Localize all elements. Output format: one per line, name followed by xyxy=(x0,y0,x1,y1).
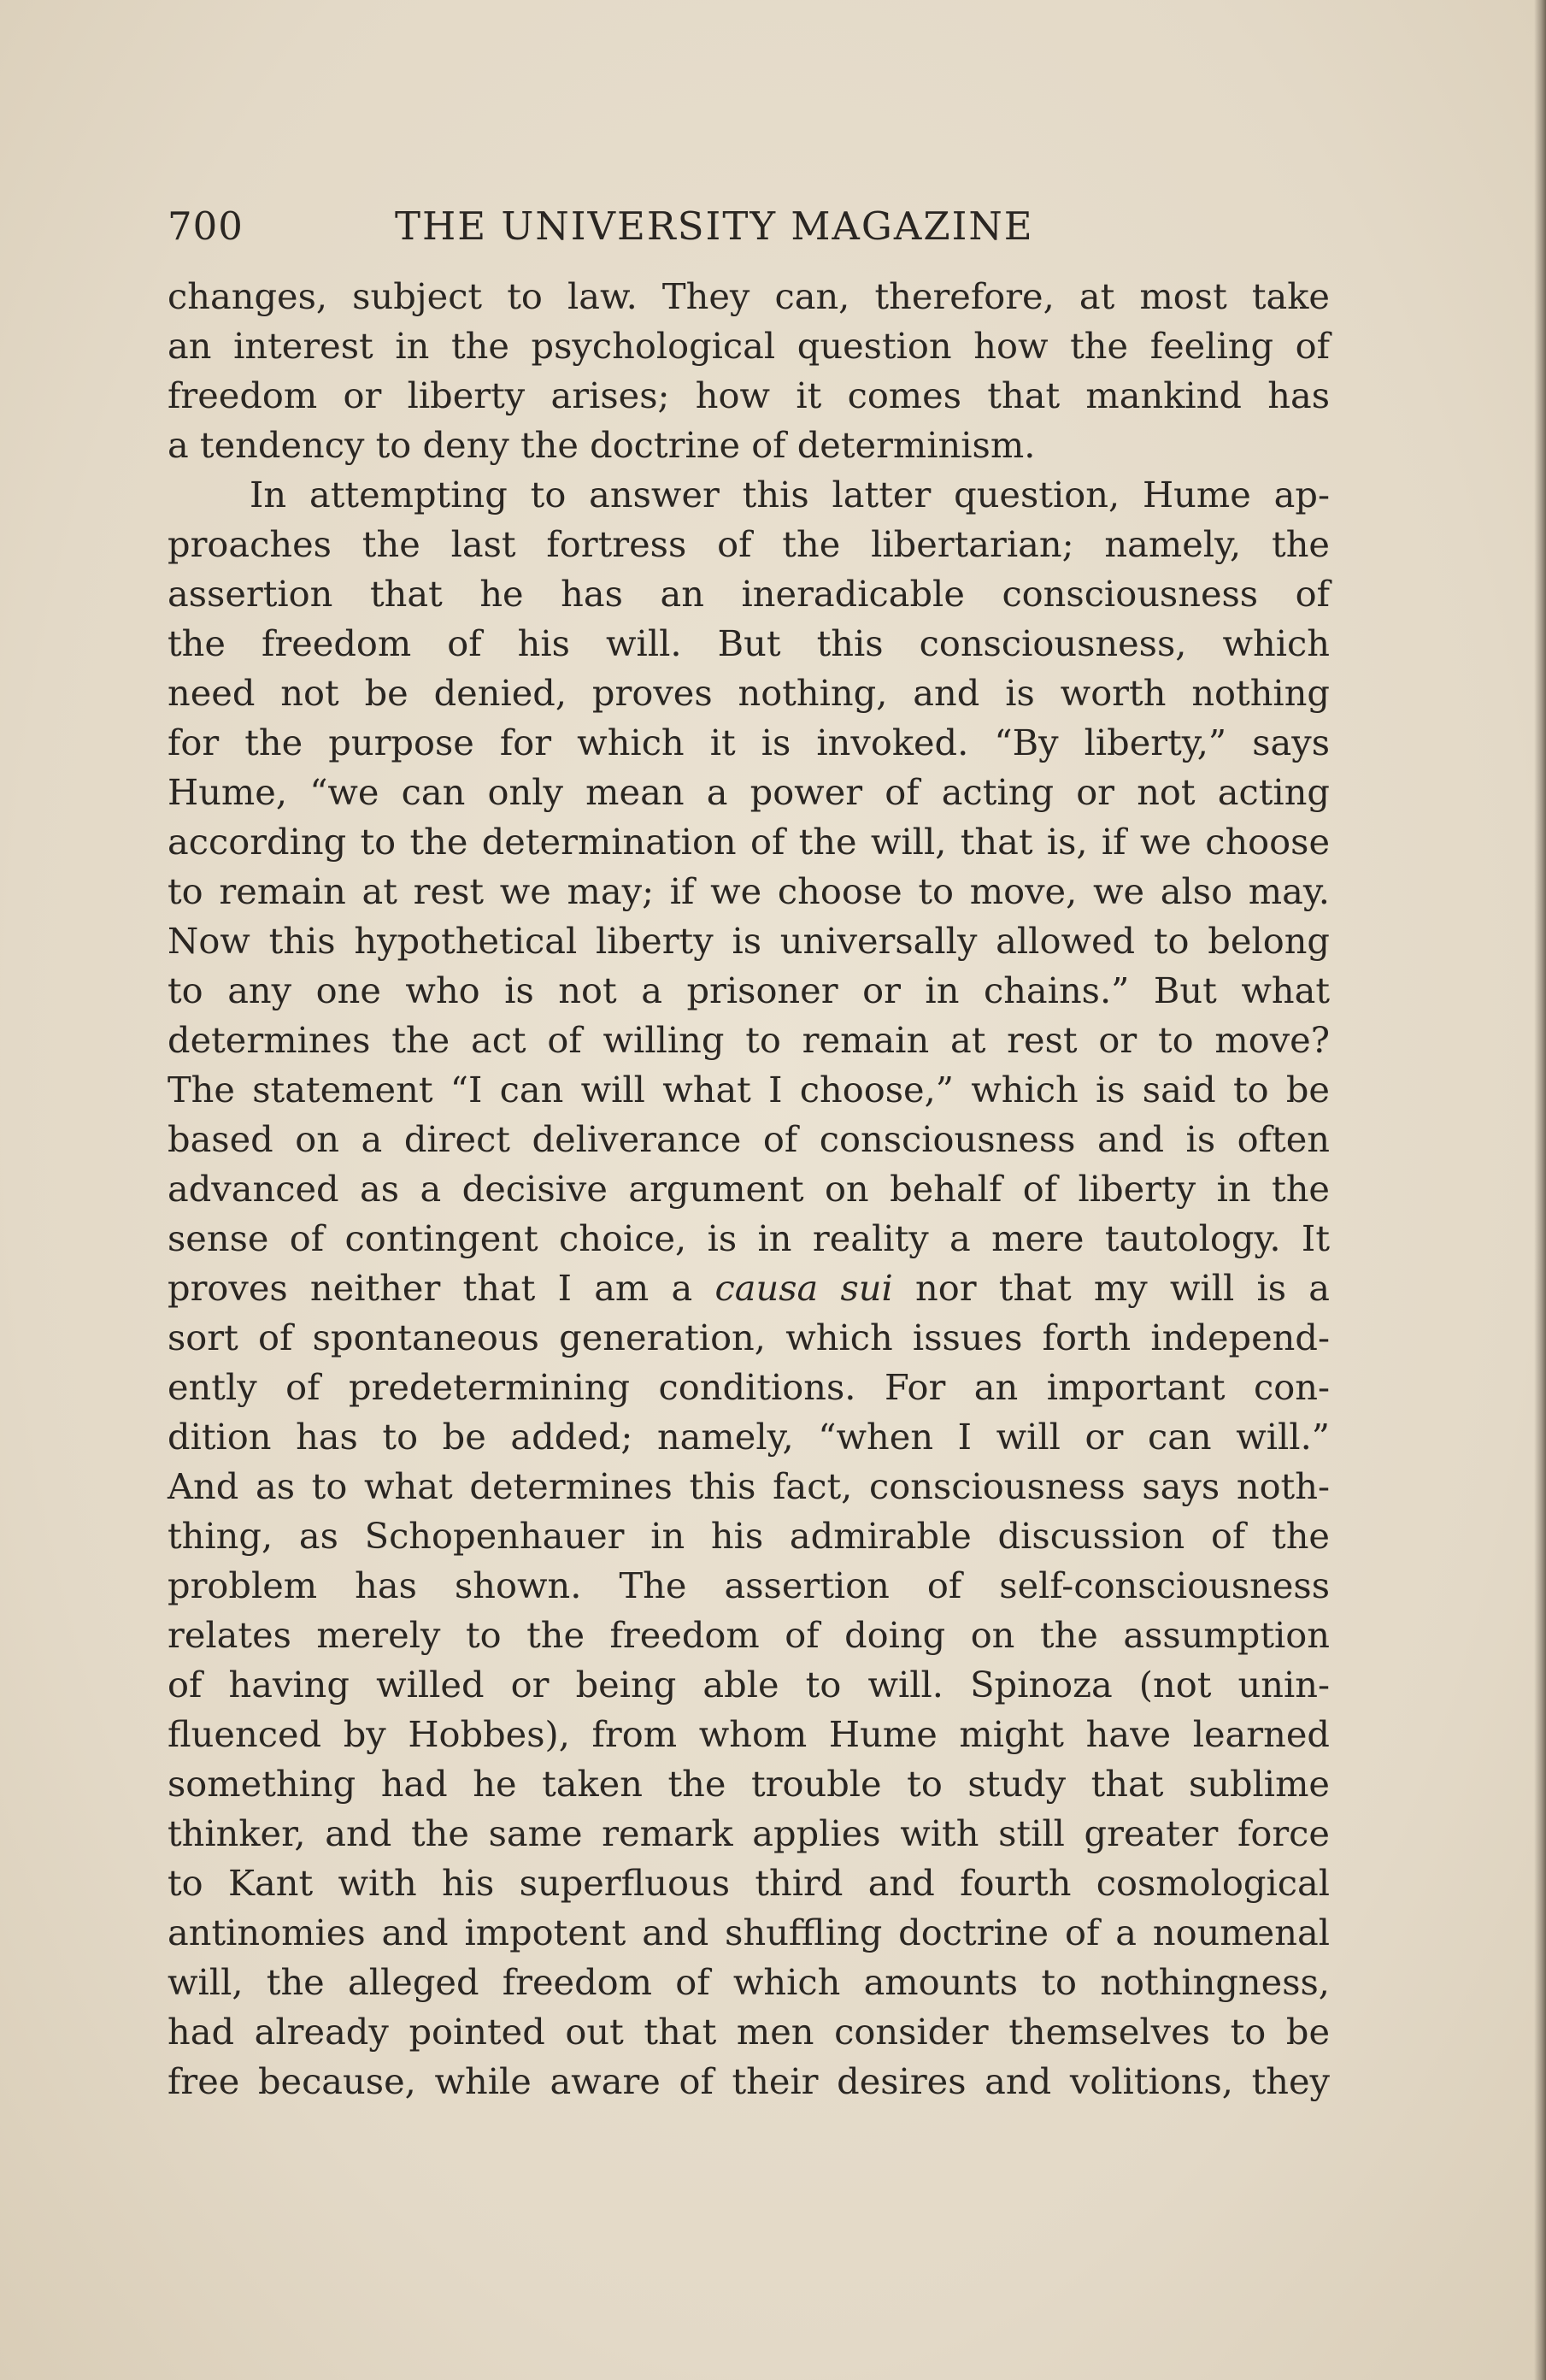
text-line: a tendency to deny the doctrine of determinism. xyxy=(168,424,1036,466)
text-line: problem has shown. The assertion of self-consciousness xyxy=(168,1564,1330,1606)
text-line: In attempting to answer this latter question, Hume ap- xyxy=(250,474,1330,515)
text-line: advanced as a decisive argument on behalf of liberty in the xyxy=(168,1168,1330,1210)
text-line: changes, subject to law. They can, therefore, at most take xyxy=(168,275,1330,317)
text-line: Now this hypothetical liberty is universally allowed to belong xyxy=(168,920,1330,962)
text-line: fluenced by Hobbes), from whom Hume might have learned xyxy=(168,1713,1330,1755)
text-line: to any one who is not a prisoner or in chains.” But what xyxy=(168,969,1330,1011)
running-title: THE UNIVERSITY MAGAZINE xyxy=(395,203,1034,249)
text-line: will, the alleged freedom of which amounts to nothingness, xyxy=(168,1961,1330,2003)
text-line-with-italic xyxy=(168,1264,1330,1313)
italic-phrase: causa sui xyxy=(714,1267,893,1309)
text-line: according to the determination of the will, that is, if we choose xyxy=(168,821,1330,863)
text-line: sense of contingent choice, is in reality a mere tautology. It xyxy=(168,1217,1330,1259)
text-line: assertion that he has an ineradicable consciousness of xyxy=(168,573,1330,615)
text-line: the freedom of his will. But this consciousness, which xyxy=(168,622,1330,664)
text-segment: proves neither that I am a xyxy=(168,1267,715,1309)
text-line: free because, while aware of their desires and volitions, they xyxy=(168,2060,1330,2102)
page-header xyxy=(168,203,1330,272)
text-line: thing, as Schopenhauer in his admirable discussion of the xyxy=(168,1515,1330,1557)
text-segment: nor that my will is a xyxy=(892,1267,1330,1309)
text-line: And as to what determines this fact, consciousness says noth- xyxy=(168,1465,1330,1507)
text-line: had already pointed out that men consider themselves to be xyxy=(168,2011,1330,2053)
book-page xyxy=(168,203,1330,2106)
body-text xyxy=(168,272,1330,2106)
text-line: relates merely to the freedom of doing on the assumption xyxy=(168,1614,1330,1656)
text-line: thinker, and the same remark applies with still greater force xyxy=(168,1812,1330,1854)
text-line: freedom or liberty arises; how it comes that mankind has xyxy=(168,374,1330,416)
page-edge-shadow xyxy=(1534,0,1546,2380)
text-line: ently of predetermining conditions. For an important con- xyxy=(168,1366,1330,1408)
text-line: to remain at rest we may; if we choose to move, we also may. xyxy=(168,870,1330,912)
text-line: for the purpose for which it is invoked. “By liberty,” says xyxy=(168,722,1330,763)
page-number: 700 xyxy=(168,203,244,249)
text-line: Hume, “we can only mean a power of acting or not acting xyxy=(168,771,1330,813)
text-line: antinomies and impotent and shuffling doctrine of a noumenal xyxy=(168,1912,1330,1953)
text-line: need not be denied, proves nothing, and is worth nothing xyxy=(168,672,1330,714)
text-line: an interest in the psychological question how the feeling of xyxy=(168,325,1330,367)
text-line: dition has to be added; namely, “when I will or can will.” xyxy=(168,1416,1330,1458)
text-line: sort of spontaneous generation, which issues forth independ- xyxy=(168,1317,1330,1358)
text-line: determines the act of willing to remain at rest or to move? xyxy=(168,1019,1330,1061)
text-line: based on a direct deliverance of consciousness and is often xyxy=(168,1118,1330,1160)
text-line: proaches the last fortress of the libertarian; namely, the xyxy=(168,523,1330,565)
text-line: to Kant with his superfluous third and fourth cosmological xyxy=(168,1862,1330,1904)
text-line: of having willed or being able to will. Spinoza (not unin- xyxy=(168,1664,1330,1705)
text-line: The statement “I can will what I choose,” which is said to be xyxy=(168,1069,1330,1110)
text-line: something had he taken the trouble to study that sublime xyxy=(168,1763,1330,1805)
